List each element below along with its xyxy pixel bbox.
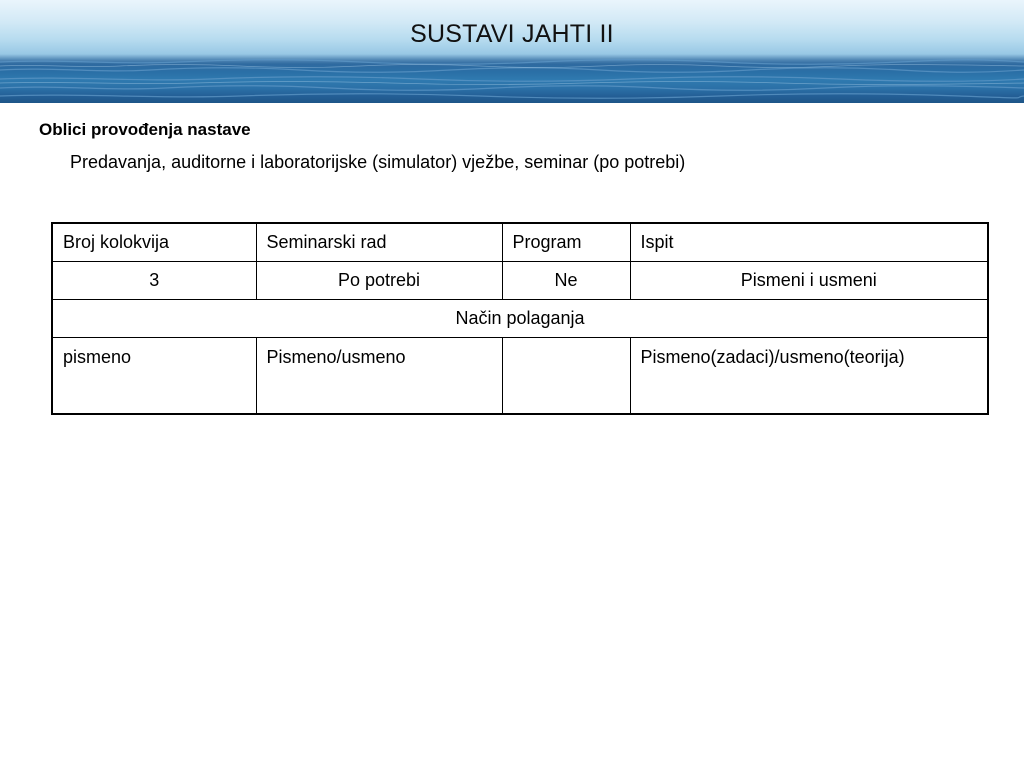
value-cell-seminarski-rad: Po potrebi (256, 262, 502, 300)
header-cell-seminarski-rad: Seminarski rad (256, 223, 502, 262)
value-cell-program: Ne (502, 262, 630, 300)
section-description: Predavanja, auditorne i laboratorijske (simulator) vježbe, seminar (po potrebi) (70, 152, 686, 172)
slide-title: SUSTAVI JAHTI II (410, 20, 614, 48)
header-cell-ispit: Ispit (630, 223, 988, 262)
table-method-row (52, 338, 988, 415)
table-header-row (52, 223, 988, 262)
value-cell-ispit: Pismeni i usmeni (630, 262, 988, 300)
course-info-table (51, 222, 989, 415)
method-cell-program (502, 338, 630, 415)
value-cell-broj-kolokvija: 3 (52, 262, 256, 300)
sea-waves-decoration (0, 56, 1024, 103)
nacin-polaganja-label: Način polaganja (52, 300, 988, 338)
title-banner (0, 0, 1024, 103)
table-values-row (52, 262, 988, 300)
header-cell-broj-kolokvija: Broj kolokvija (52, 223, 256, 262)
method-cell-ispit: Pismeno(zadaci)/usmeno(teorija) (630, 338, 988, 415)
method-cell-seminarski-rad: Pismeno/usmeno (256, 338, 502, 415)
method-cell-broj-kolokvija: pismeno (52, 338, 256, 415)
section-heading: Oblici provođenja nastave (39, 120, 251, 139)
header-cell-program: Program (502, 223, 630, 262)
table-span-row (52, 300, 988, 338)
